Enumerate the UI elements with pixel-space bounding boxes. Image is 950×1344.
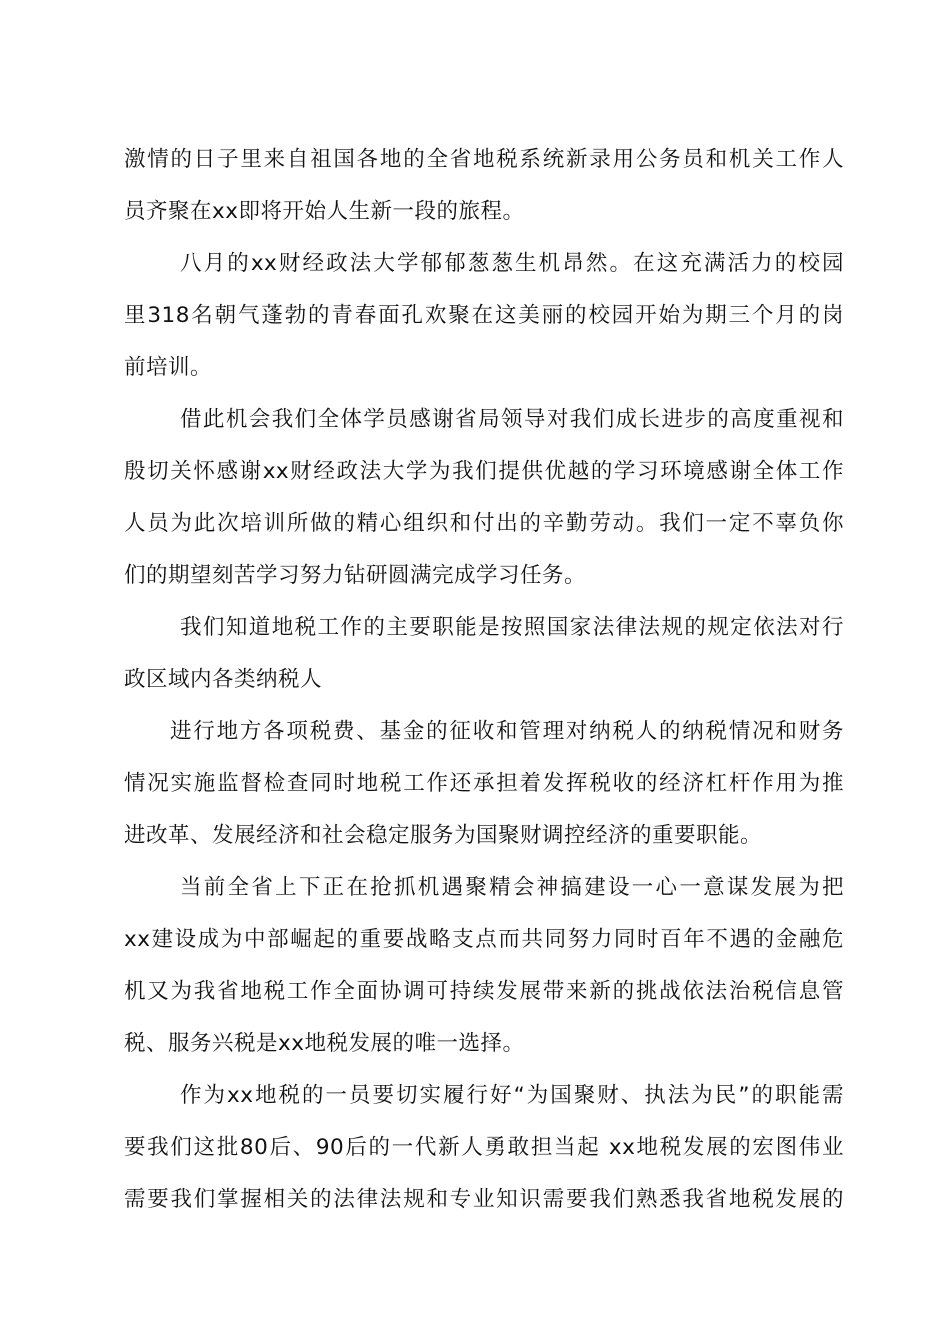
paragraph-6-line-1: 当前全省上下正在抢抓机遇聚精会神搞建设一心一意谋发展为把: [180, 875, 844, 900]
paragraph-6-line-4: 税、服务兴税是xx地税发展的唯一选择。: [124, 1031, 525, 1056]
paragraph-7-line-3: 需要我们掌握相关的法律法规和专业知识需要我们熟悉我省地税发展的: [124, 1187, 844, 1212]
paragraph-1-line-2: 员齐聚在xx即将开始人生新一段的旅程。: [124, 199, 525, 224]
paragraph-3-line-4: 们的期望刻苦学习努力钻研圆满完成学习任务。: [124, 563, 587, 588]
paragraph-5-line-2: 情况实施监督检查同时地税工作还承担着发挥税收的经济杠杆作用为推: [124, 771, 844, 796]
paragraph-5-line-1: 进行地方各项税费、基金的征收和管理对纳税人的纳税情况和财务: [170, 719, 844, 744]
paragraph-1-line-1: 激情的日子里来自祖国各地的全省地税系统新录用公务员和机关工作人: [124, 147, 844, 172]
paragraph-7-line-1: 作为xx地税的一员要切实履行好“为国聚财、执法为民”的职能需: [180, 1083, 844, 1108]
paragraph-6-line-2: xx建设成为中部崛起的重要战略支点而共同努力同时百年不遇的金融危: [124, 927, 844, 952]
paragraph-4-line-1: 我们知道地税工作的主要职能是按照国家法律法规的规定依法对行: [180, 615, 844, 640]
paragraph-2-line-3: 前培训。: [124, 355, 213, 380]
paragraph-6-line-3: 机又为我省地税工作全面协调可持续发展带来新的挑战依法治税信息管: [124, 979, 844, 1004]
paragraph-2-line-2: 里318名朝气蓬勃的青春面孔欢聚在这美丽的校园开始为期三个月的岗: [124, 303, 844, 328]
paragraph-7-line-2: 要我们这批80后、90后的一代新人勇敢担当起 xx地税发展的宏图伟业: [124, 1135, 844, 1160]
paragraph-4-line-2: 政区域内各类纳税人: [124, 667, 323, 692]
paragraph-2-line-1: 八月的xx财经政法大学郁郁葱葱生机昂然。在这充满活力的校园: [180, 251, 844, 276]
paragraph-3-line-3: 人员为此次培训所做的精心组织和付出的辛勤劳动。我们一定不辜负你: [124, 511, 844, 536]
paragraph-5-line-3: 进改革、发展经济和社会稳定服务为国聚财调控经济的重要职能。: [124, 823, 763, 848]
paragraph-3-line-2: 殷切关怀感谢xx财经政法大学为我们提供优越的学习环境感谢全体工作: [124, 459, 844, 484]
paragraph-3-line-1: 借此机会我们全体学员感谢省局领导对我们成长进步的高度重视和: [180, 407, 844, 432]
